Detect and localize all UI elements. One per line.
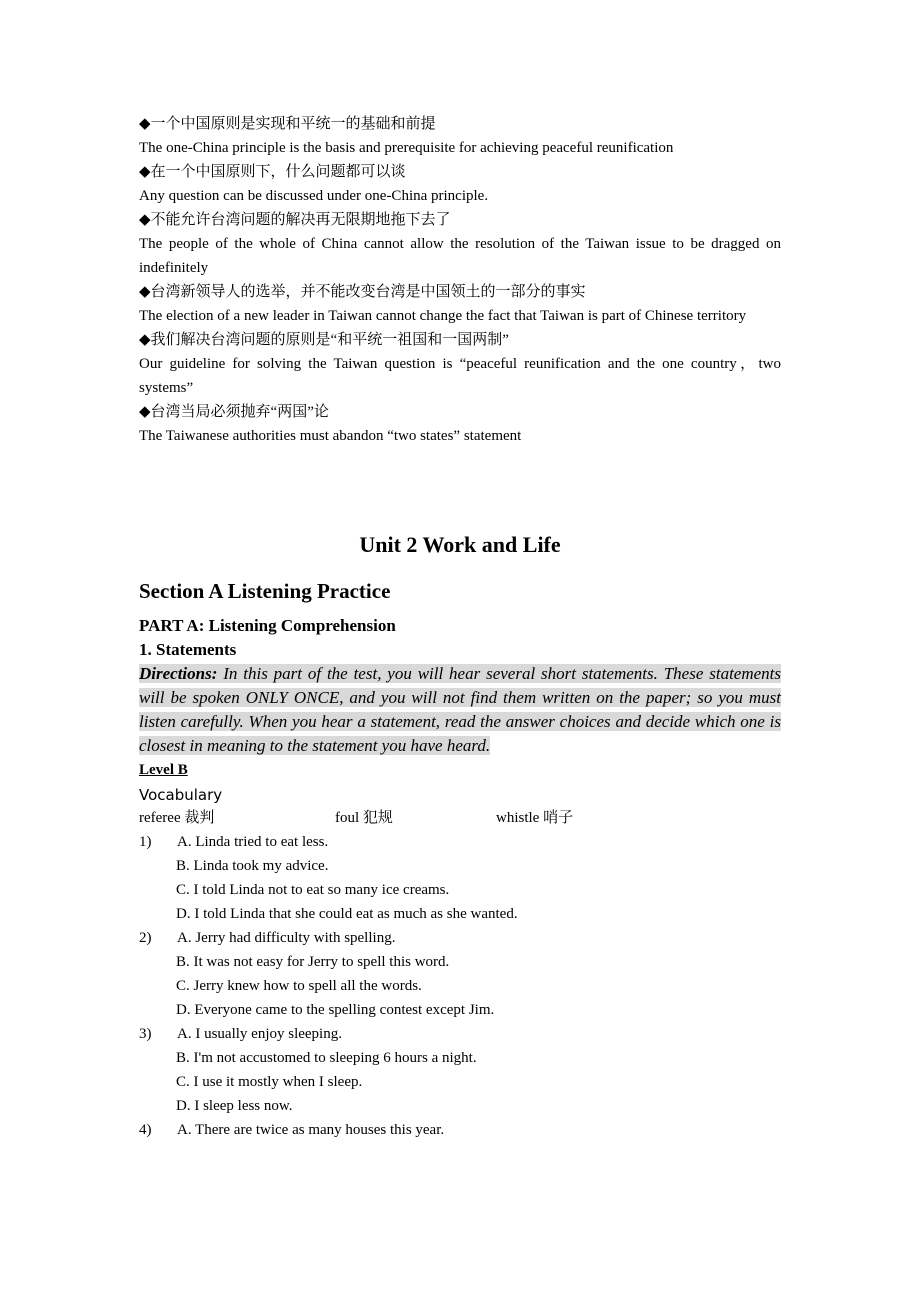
phrase-zh: ◆一个中国原则是实现和平统一的基础和前提 xyxy=(139,116,436,132)
part-title: PART A: Listening Comprehension xyxy=(139,616,396,635)
question-row xyxy=(139,1118,781,1142)
unit-title: Unit 2 Work and Life xyxy=(359,532,561,557)
phrase-en: The one-China principle is the basis and prerequisite for achieving peaceful reunification xyxy=(139,140,674,156)
question-row xyxy=(139,974,781,998)
phrase-zh: ◆台湾新领导人的选举，并不能改变台湾是中国领土的一部分的事实 xyxy=(139,284,586,300)
answer-option: C. I use it mostly when I sleep. xyxy=(176,1074,363,1090)
page-content xyxy=(139,112,781,1142)
phrase-zh: ◆台湾当局必须抛弃“两国”论 xyxy=(139,404,329,420)
answer-option: B. It was not easy for Jerry to spell this word. xyxy=(176,954,450,970)
answer-option: A. Linda tried to eat less. xyxy=(177,834,329,850)
question-row xyxy=(139,902,781,926)
vocabulary-row xyxy=(139,806,781,830)
answer-option: D. Everyone came to the spelling contest except Jim. xyxy=(176,1002,495,1018)
question-number: 3) xyxy=(139,1026,152,1042)
answer-option: D. I told Linda that she could eat as much as she wanted. xyxy=(176,906,518,922)
phrase-list xyxy=(139,112,781,448)
question-row xyxy=(139,1070,781,1094)
question-number: 2) xyxy=(139,930,152,946)
directions-label: Directions: xyxy=(139,664,218,683)
section-title: Section A Listening Practice xyxy=(139,579,391,603)
statements-title: 1. Statements xyxy=(139,640,237,659)
directions-text: In this part of the test, you will hear several short statements. These statements will be spoken ONLY ONCE, and you will not find them written on the paper; so you must listen carefully. When you hear a statement, read the answer choices and decide which one is closest in meaning to the statement you have heard. xyxy=(139,664,781,755)
answer-option: C. Jerry knew how to spell all the words. xyxy=(176,978,422,994)
phrase-zh: ◆在一个中国原则下，什么问题都可以谈 xyxy=(139,164,406,180)
question-row xyxy=(139,950,781,974)
directions-paragraph xyxy=(139,662,781,758)
question-row xyxy=(139,998,781,1022)
question-row xyxy=(139,1046,781,1070)
question-row xyxy=(139,1094,781,1118)
answer-option: A. I usually enjoy sleeping. xyxy=(177,1026,342,1042)
phrase-zh: ◆我们解决台湾问题的原则是“和平统一祖国和一国两制” xyxy=(139,332,509,348)
phrase-en: The election of a new leader in Taiwan cannot change the fact that Taiwan is part of Chinese territory xyxy=(139,308,747,324)
answer-option: B. Linda took my advice. xyxy=(176,858,329,874)
vocab-item: foul 犯规 xyxy=(335,810,393,826)
phrase-en: Our guideline for solving the Taiwan question is “peaceful reunification and the one country，two systems” xyxy=(139,356,781,396)
question-row xyxy=(139,926,781,950)
answer-option: A. Jerry had difficulty with spelling. xyxy=(177,930,396,946)
answer-option: A. There are twice as many houses this year. xyxy=(177,1122,445,1138)
vocab-item: referee 裁判 xyxy=(139,810,215,826)
question-list xyxy=(139,830,781,1142)
phrase-en: The people of the whole of China cannot allow the resolution of the Taiwan issue to be dragged on indefinitely xyxy=(139,236,781,276)
phrase-zh: ◆不能允许台湾问题的解决再无限期地拖下去了 xyxy=(139,212,451,228)
question-number: 4) xyxy=(139,1122,152,1138)
question-row xyxy=(139,830,781,854)
answer-option: B. I'm not accustomed to sleeping 6 hours a night. xyxy=(176,1050,477,1066)
question-number: 1) xyxy=(139,834,152,850)
phrase-en: Any question can be discussed under one-China principle. xyxy=(139,188,489,204)
answer-option: C. I told Linda not to eat so many ice creams. xyxy=(176,882,450,898)
phrase-en: The Taiwanese authorities must abandon “two states” statement xyxy=(139,428,522,444)
vocab-item: whistle 哨子 xyxy=(496,810,574,826)
spacer xyxy=(139,448,781,520)
question-row xyxy=(139,878,781,902)
question-row xyxy=(139,854,781,878)
level-label: Level B xyxy=(139,762,188,778)
answer-option: D. I sleep less now. xyxy=(176,1098,293,1114)
question-row xyxy=(139,1022,781,1046)
vocabulary-title: Vocabulary xyxy=(139,786,223,804)
